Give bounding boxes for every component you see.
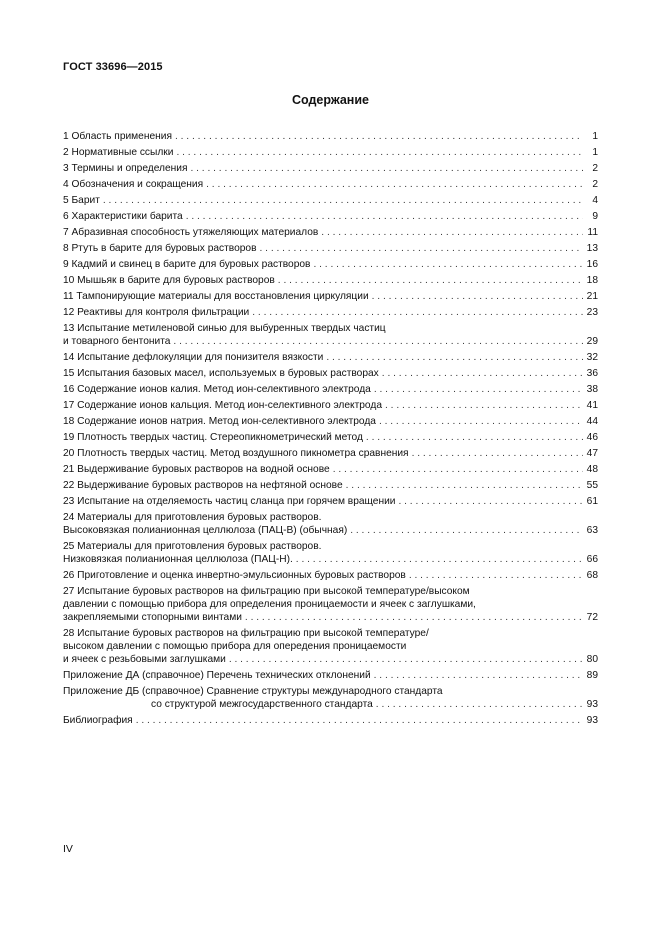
toc-entry-text: 27 Испытание буровых растворов на фильтрацию при высокой температуре/высоком <box>63 586 470 597</box>
toc-entry-text: 5 Барит <box>63 195 100 206</box>
toc-entry-text: 3 Термины и определения <box>63 163 188 174</box>
dot-leader <box>176 146 583 159</box>
dot-leader <box>313 258 583 271</box>
toc-entry-text: 17 Содержание ионов кальция. Метод ион-селективного электрода <box>63 400 382 411</box>
toc-entry-page: 55 <box>586 480 598 491</box>
toc-entry-page: 66 <box>586 554 598 565</box>
toc-entry-page: 93 <box>586 699 598 710</box>
toc-entry-page: 61 <box>586 496 598 507</box>
toc-entry-text: 18 Содержание ионов натрия. Метод ион-селективного электрода <box>63 416 376 427</box>
toc-entry-text: 28 Испытание буровых растворов на фильтрацию при высокой температуре/ <box>63 628 429 639</box>
toc-entry-text: 21 Выдерживание буровых растворов на водной основе <box>63 464 330 475</box>
dot-leader <box>136 714 583 727</box>
dot-leader <box>190 162 583 175</box>
toc-entry-page: 72 <box>586 612 598 623</box>
dot-leader <box>379 415 583 428</box>
toc-entry[interactable] <box>63 178 598 191</box>
toc-entry[interactable] <box>63 258 598 271</box>
toc-entry-text: 7 Абразивная способность утяжеляющих материалов <box>63 227 319 238</box>
toc-entry[interactable] <box>63 479 598 492</box>
toc-entry[interactable] <box>63 585 598 624</box>
toc-entry-text: Приложение ДА (справочное) Перечень технических отклонений <box>63 670 371 681</box>
dot-leader <box>326 351 583 364</box>
toc-entry-page: 36 <box>586 368 598 379</box>
toc-entry-text: 4 Обозначения и сокращения <box>63 179 204 190</box>
toc-entry[interactable] <box>63 130 598 143</box>
toc-entry-page: 68 <box>586 570 598 581</box>
toc-entry-text: Низковязкая полианионная целлюлоза (ПАЦ-Н). <box>63 554 293 565</box>
toc-entry-text: 2 Нормативные ссылки <box>63 147 174 158</box>
toc-entry-text: со структурой межгосударственного стандарта <box>151 699 373 710</box>
dot-leader <box>206 178 583 191</box>
toc-entry-text: 25 Материалы для приготовления буровых растворов. <box>63 541 322 552</box>
toc-entry[interactable] <box>63 351 598 364</box>
toc-entry[interactable] <box>63 463 598 476</box>
toc-entry-text: Библиография <box>63 715 133 726</box>
toc-entry-text: 14 Испытание дефлокуляции для понизителя вязкости <box>63 352 324 363</box>
toc-entry-page: 13 <box>586 243 598 254</box>
toc-entry-text: 13 Испытание метиленовой синью для выбуренных твердых частиц <box>63 323 386 334</box>
toc-entry[interactable] <box>63 511 598 537</box>
dot-leader <box>346 479 583 492</box>
dot-leader <box>186 210 583 223</box>
toc-entry-text: Высоковязкая полианионная целлюлоза (ПАЦ-В) (обычная) <box>63 525 348 536</box>
page-number: IV <box>63 843 73 855</box>
dot-leader <box>398 495 583 508</box>
toc-entry[interactable] <box>63 669 598 682</box>
toc-entry-page: 44 <box>586 416 598 427</box>
toc-entry[interactable] <box>63 383 598 396</box>
toc-entry[interactable] <box>63 569 598 582</box>
toc-entry-page: 47 <box>586 448 598 459</box>
toc-entry[interactable] <box>63 274 598 287</box>
table-of-contents <box>63 130 598 730</box>
toc-entry-page: 32 <box>586 352 598 363</box>
dot-leader <box>103 194 583 207</box>
toc-entry[interactable] <box>63 495 598 508</box>
dot-leader <box>173 335 583 348</box>
toc-entry-page: 23 <box>586 307 598 318</box>
dot-leader <box>372 290 583 303</box>
dot-leader <box>385 399 583 412</box>
toc-entry-text: 9 Кадмий и свинец в барите для буровых растворов <box>63 259 311 270</box>
toc-entry[interactable] <box>63 540 598 566</box>
toc-entry-text: 24 Материалы для приготовления буровых растворов. <box>63 512 322 523</box>
dot-leader <box>245 611 583 624</box>
dot-leader <box>412 447 583 460</box>
toc-entry-text: Приложение ДБ (справочное) Сравнение структуры международного стандарта <box>63 686 443 697</box>
dot-leader <box>229 653 583 666</box>
dot-leader <box>260 242 584 255</box>
toc-entry-page: 38 <box>586 384 598 395</box>
toc-entry-text: 6 Характеристики барита <box>63 211 183 222</box>
dot-leader <box>333 463 583 476</box>
toc-entry-text: и ячеек с резьбовыми заглушками <box>63 654 226 665</box>
toc-entry[interactable] <box>63 290 598 303</box>
toc-entry[interactable] <box>63 431 598 444</box>
document-id: ГОСТ 33696—2015 <box>63 61 163 73</box>
toc-entry[interactable] <box>63 226 598 239</box>
toc-entry-page: 41 <box>586 400 598 411</box>
toc-entry-page: 16 <box>586 259 598 270</box>
dot-leader <box>374 383 583 396</box>
toc-title: Содержание <box>291 93 369 107</box>
toc-entry-page: 21 <box>586 291 598 302</box>
toc-entry-text: 15 Испытания базовых масел, используемых в буровых растворах <box>63 368 379 379</box>
toc-entry-page: 2 <box>592 179 598 190</box>
toc-entry-page: 18 <box>586 275 598 286</box>
toc-entry-page: 93 <box>586 715 598 726</box>
toc-entry[interactable] <box>63 210 598 223</box>
dot-leader <box>409 569 583 582</box>
toc-entry[interactable] <box>63 714 598 727</box>
toc-entry-page: 89 <box>586 670 598 681</box>
toc-entry-page: 11 <box>587 227 598 238</box>
toc-entry-page: 2 <box>592 163 598 174</box>
toc-entry[interactable] <box>63 367 598 380</box>
toc-entry-text: 23 Испытание на отделяемость частиц сланца при горячем вращении <box>63 496 396 507</box>
toc-entry-page: 1 <box>592 131 598 142</box>
dot-leader <box>376 698 583 711</box>
dot-leader <box>296 553 583 566</box>
toc-entry-page: 80 <box>586 654 598 665</box>
dot-leader <box>175 130 583 143</box>
toc-entry[interactable] <box>63 146 598 159</box>
toc-entry-page: 1 <box>592 147 598 158</box>
toc-entry-text: 10 Мышьяк в барите для буровых растворов <box>63 275 275 286</box>
toc-entry[interactable] <box>63 685 598 711</box>
toc-entry-text: закрепляемыми стопорными винтами <box>63 612 242 623</box>
toc-entry-text: 12 Реактивы для контроля фильтрации <box>63 307 250 318</box>
toc-entry-page: 63 <box>586 525 598 536</box>
toc-entry-text: высоком давлении с помощью прибора для опередения проницаемости <box>63 641 407 652</box>
dot-leader <box>382 367 583 380</box>
toc-entry-text: 11 Тампонирующие материалы для восстановления циркуляции <box>63 291 369 302</box>
toc-entry-text: 8 Ртуть в барите для буровых растворов <box>63 243 257 254</box>
toc-entry-text: 1 Область применения <box>63 131 172 142</box>
dot-leader <box>321 226 583 239</box>
dot-leader <box>366 431 583 444</box>
toc-entry-text: 16 Содержание ионов калия. Метод ион-селективного электрода <box>63 384 371 395</box>
toc-entry-page: 29 <box>586 336 598 347</box>
dot-leader <box>252 306 583 319</box>
dot-leader <box>350 524 583 537</box>
toc-entry[interactable] <box>63 194 598 207</box>
toc-entry[interactable] <box>63 306 598 319</box>
toc-entry-page: 48 <box>586 464 598 475</box>
toc-entry-text: 26 Приготовление и оценка инвертно-эмульсионных буровых растворов <box>63 570 406 581</box>
toc-entry[interactable] <box>63 399 598 412</box>
toc-entry[interactable] <box>63 322 598 348</box>
toc-entry-text: и товарного бентонита <box>63 336 171 347</box>
toc-entry[interactable] <box>63 162 598 175</box>
toc-entry-text: давлении с помощью прибора для определения проницаемости и ячеек с заглушками, <box>63 599 476 610</box>
toc-entry[interactable] <box>63 447 598 460</box>
toc-entry[interactable] <box>63 415 598 428</box>
toc-entry[interactable] <box>63 242 598 255</box>
toc-entry-page: 9 <box>592 211 598 222</box>
toc-entry-text: 20 Плотность твердых частиц. Метод воздушного пикнометра сравнения <box>63 448 409 459</box>
dot-leader <box>374 669 583 682</box>
toc-entry[interactable] <box>63 627 598 666</box>
dot-leader <box>278 274 583 287</box>
toc-entry-text: 19 Плотность твердых частиц. Стереопикнометрический метод <box>63 432 363 443</box>
toc-entry-text: 22 Выдерживание буровых растворов на нефтяной основе <box>63 480 343 491</box>
toc-entry-page: 46 <box>586 432 598 443</box>
toc-entry-page: 4 <box>592 195 598 206</box>
